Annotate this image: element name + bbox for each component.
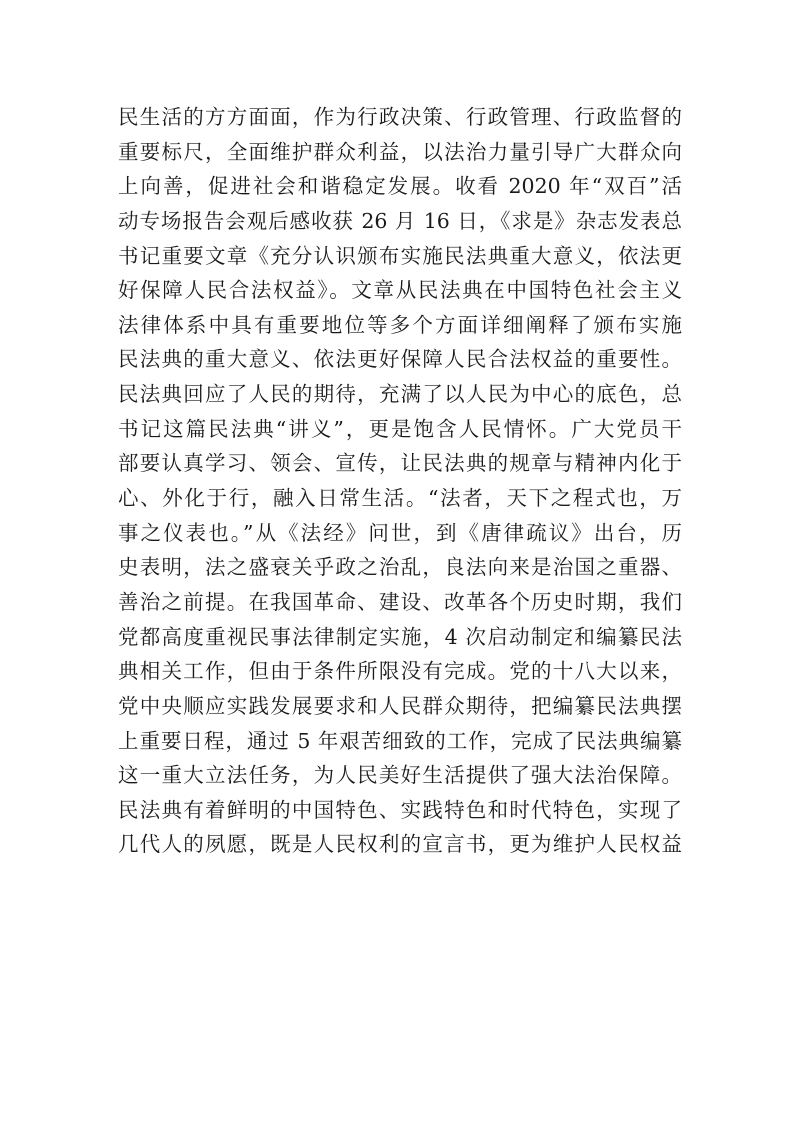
body-text <box>118 100 682 862</box>
text-line: 党都高度重视民事法律制定实施，4 次启动制定和编纂民法 <box>118 624 682 649</box>
text-line: 心、外化于行，融入日常生活。“法者，天下之程式也，万 <box>118 486 682 511</box>
text-line: 事之仪表也。”从《法经》问世，到《唐律疏议》出台，历 <box>118 520 682 545</box>
text-line: 好保障人民合法权益》。文章从民法典在中国特色社会主义 <box>118 278 682 303</box>
text-line: 典相关工作，但由于条件所限没有完成。党的十八大以来， <box>118 659 682 684</box>
text-line: 党中央顺应实践发展要求和人民群众期待，把编纂民法典摆 <box>118 693 682 718</box>
text-line: 书记这篇民法典“讲义”，更是饱含人民情怀。广大党员干 <box>118 416 682 441</box>
text-line: 动专场报告会观后感收获 26 月 16 日，《求是》杂志发表总 <box>118 208 682 233</box>
text-line: 民法典回应了人民的期待，充满了以人民为中心的底色，总 <box>118 382 682 407</box>
text-line: 几代人的夙愿，既是人民权利的宣言书，更为维护人民权益 <box>118 832 682 857</box>
text-line: 书记重要文章《充分认识颁布实施民法典重大意义，依法更 <box>118 243 682 268</box>
text-line: 法律体系中具有重要地位等多个方面详细阐释了颁布实施 <box>118 312 682 337</box>
text-line: 重要标尺，全面维护群众利益，以法治力量引导广大群众向 <box>118 139 682 164</box>
text-line: 上向善，促进社会和谐稳定发展。收看 2020 年“双百”活 <box>118 174 682 199</box>
text-line: 民法典有着鲜明的中国特色、实践特色和时代特色，实现了 <box>118 797 682 822</box>
text-line: 民法典的重大意义、依法更好保障人民合法权益的重要性。 <box>118 347 682 372</box>
text-line: 部要认真学习、领会、宣传，让民法典的规章与精神内化于 <box>118 451 682 476</box>
text-line: 善治之前提。在我国革命、建设、改革各个历史时期，我们 <box>118 589 682 614</box>
text-line: 上重要日程，通过 5 年艰苦细致的工作，完成了民法典编纂 <box>118 728 682 753</box>
text-line: 这一重大立法任务，为人民美好生活提供了强大法治保障。 <box>118 763 682 788</box>
text-line: 民生活的方方面面，作为行政决策、行政管理、行政监督的 <box>118 105 682 129</box>
text-line: 史表明，法之盛衰关乎政之治乱，良法向来是治国之重器、 <box>118 555 682 580</box>
